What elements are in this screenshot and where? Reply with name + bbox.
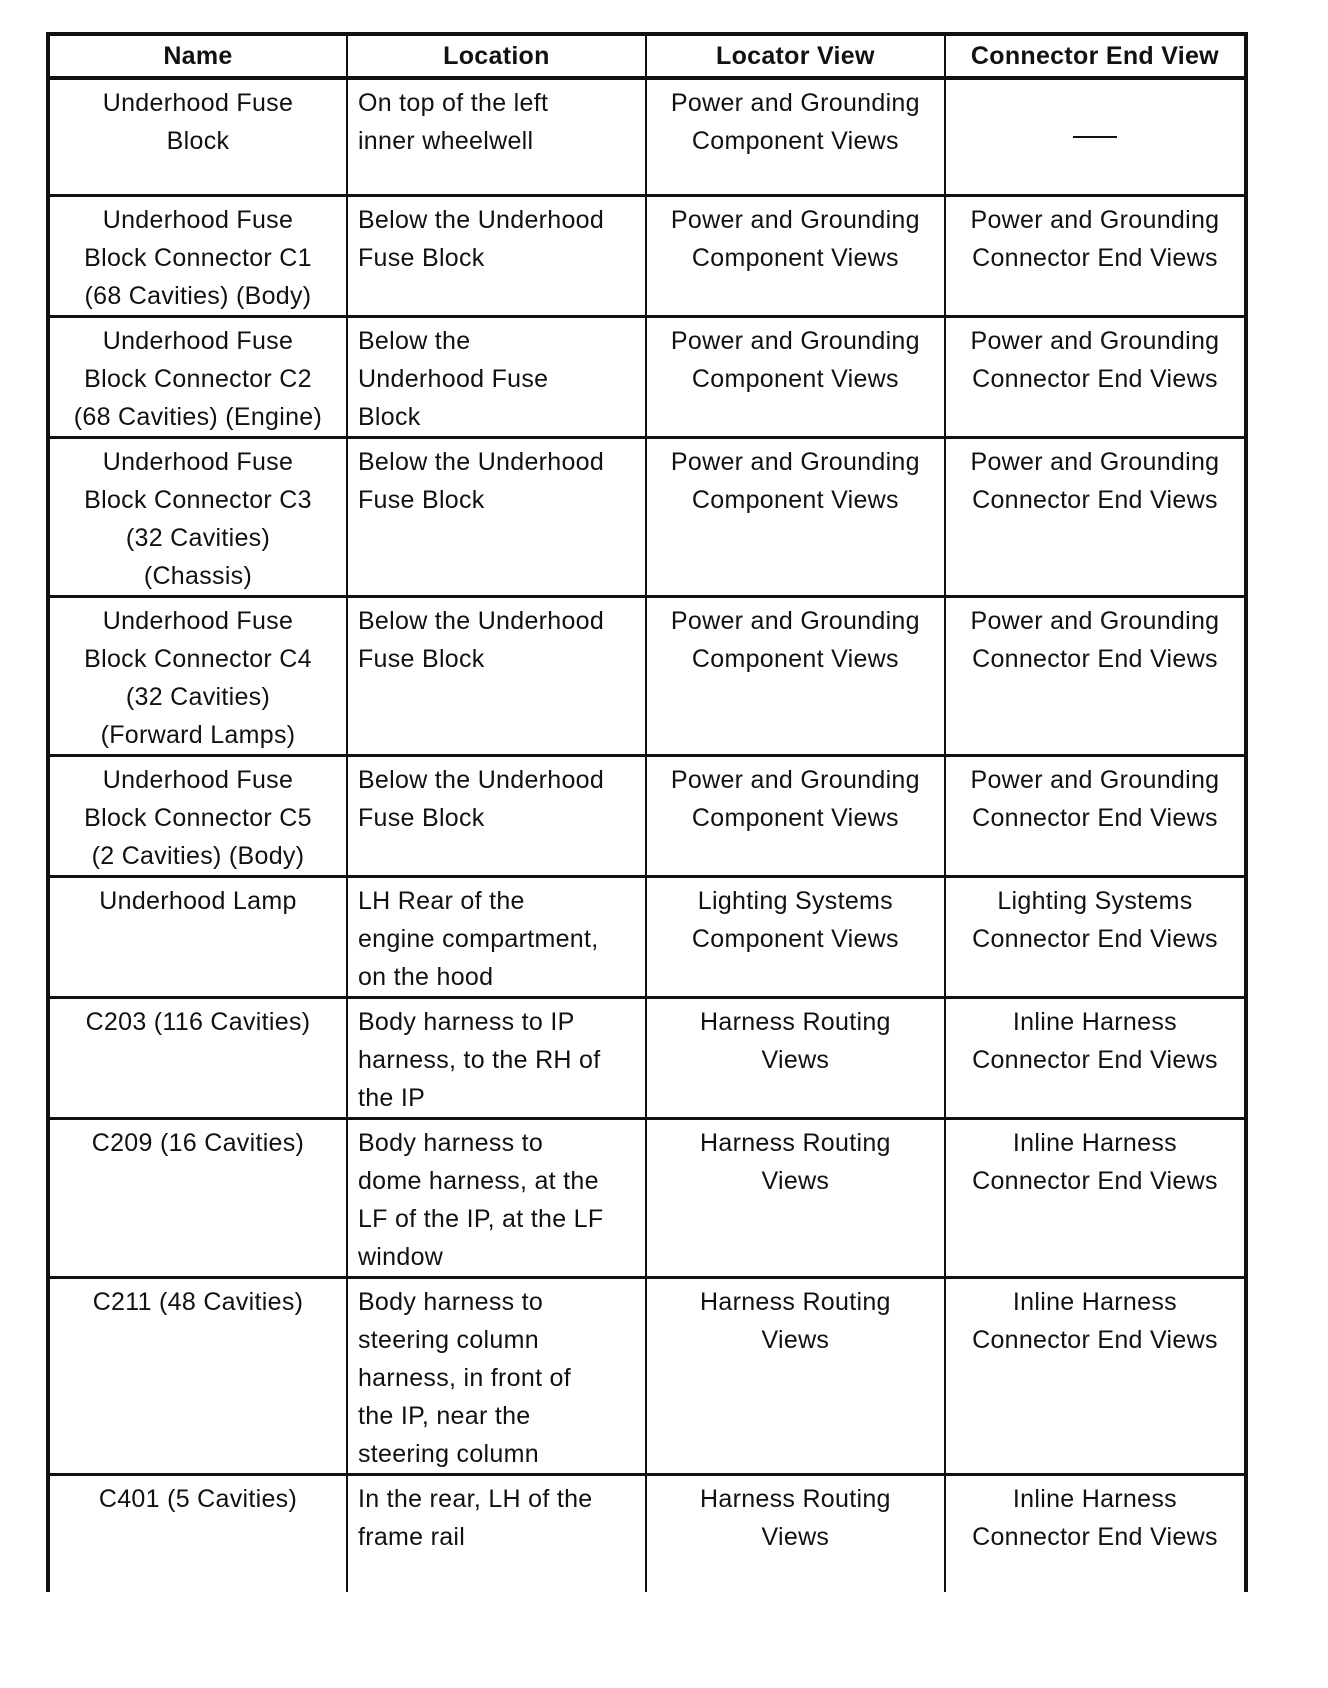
cell-connector-end-view [945, 78, 1246, 195]
cell-location: Body harness to IP harness, to the RH of the IP [347, 997, 646, 1118]
cell-locator-view: Power and Grounding Component Views [646, 316, 945, 437]
table-row [48, 596, 1246, 755]
cell-connector-end-view: Lighting Systems Connector End Views [945, 876, 1246, 997]
header-name: Name [48, 34, 347, 78]
cell-locator-view: Lighting Systems Component Views [646, 876, 945, 997]
cell-name: Underhood Fuse Block Connector C5 (2 Cavities) (Body) [48, 755, 347, 876]
cell-connector-end-view: Power and Grounding Connector End Views [945, 755, 1246, 876]
cell-locator-view: Power and Grounding Component Views [646, 755, 945, 876]
table-row [48, 195, 1246, 316]
cell-name: Underhood Fuse Block Connector C3 (32 Cavities) (Chassis) [48, 437, 347, 596]
component-locator-table [46, 32, 1248, 1592]
table-row [48, 876, 1246, 997]
cell-connector-end-view: Inline Harness Connector End Views [945, 1474, 1246, 1592]
cell-name: Underhood Fuse Block Connector C4 (32 Cavities) (Forward Lamps) [48, 596, 347, 755]
cell-connector-end-view: Inline Harness Connector End Views [945, 1118, 1246, 1277]
cell-locator-view: Power and Grounding Component Views [646, 437, 945, 596]
cell-name: Underhood Fuse Block Connector C1 (68 Cavities) (Body) [48, 195, 347, 316]
table-row [48, 316, 1246, 437]
cell-locator-view: Power and Grounding Component Views [646, 195, 945, 316]
table-row [48, 1474, 1246, 1592]
cell-location: Below the Underhood Fuse Block [347, 316, 646, 437]
table-row [48, 755, 1246, 876]
cell-locator-view: Harness Routing Views [646, 1474, 945, 1592]
table-row [48, 1118, 1246, 1277]
cell-name: Underhood Fuse Block [48, 78, 347, 195]
cell-name: C401 (5 Cavities) [48, 1474, 347, 1592]
cell-location: Body harness to steering column harness, in front of the IP, near the steering column [347, 1277, 646, 1474]
cell-connector-end-view: Power and Grounding Connector End Views [945, 596, 1246, 755]
cell-name: Underhood Lamp [48, 876, 347, 997]
cell-location: Below the Underhood Fuse Block [347, 755, 646, 876]
cell-location: Body harness to dome harness, at the LF of the IP, at the LF window [347, 1118, 646, 1277]
cell-location: Below the Underhood Fuse Block [347, 195, 646, 316]
cell-locator-view: Harness Routing Views [646, 1118, 945, 1277]
cell-name: Underhood Fuse Block Connector C2 (68 Cavities) (Engine) [48, 316, 347, 437]
cell-location: In the rear, LH of the frame rail [347, 1474, 646, 1592]
header-location: Location [347, 34, 646, 78]
cell-location: LH Rear of the engine compartment, on the hood [347, 876, 646, 997]
cell-connector-end-view: Inline Harness Connector End Views [945, 1277, 1246, 1474]
cell-connector-end-view: Inline Harness Connector End Views [945, 997, 1246, 1118]
cell-locator-view: Power and Grounding Component Views [646, 78, 945, 195]
cell-name: C203 (116 Cavities) [48, 997, 347, 1118]
table-row [48, 997, 1246, 1118]
header-locator-view: Locator View [646, 34, 945, 78]
cell-name: C211 (48 Cavities) [48, 1277, 347, 1474]
empty-dash [1073, 136, 1117, 138]
header-connector-end-view: Connector End View [945, 34, 1246, 78]
cell-connector-end-view: Power and Grounding Connector End Views [945, 195, 1246, 316]
table-row [48, 78, 1246, 195]
header-row [48, 34, 1246, 78]
cell-connector-end-view: Power and Grounding Connector End Views [945, 437, 1246, 596]
cell-name: C209 (16 Cavities) [48, 1118, 347, 1277]
cell-locator-view: Harness Routing Views [646, 997, 945, 1118]
cell-connector-end-view: Power and Grounding Connector End Views [945, 316, 1246, 437]
cell-location: On top of the left inner wheelwell [347, 78, 646, 195]
table-row [48, 437, 1246, 596]
table-row [48, 1277, 1246, 1474]
cell-locator-view: Harness Routing Views [646, 1277, 945, 1474]
cell-location: Below the Underhood Fuse Block [347, 596, 646, 755]
cell-location: Below the Underhood Fuse Block [347, 437, 646, 596]
cell-locator-view: Power and Grounding Component Views [646, 596, 945, 755]
